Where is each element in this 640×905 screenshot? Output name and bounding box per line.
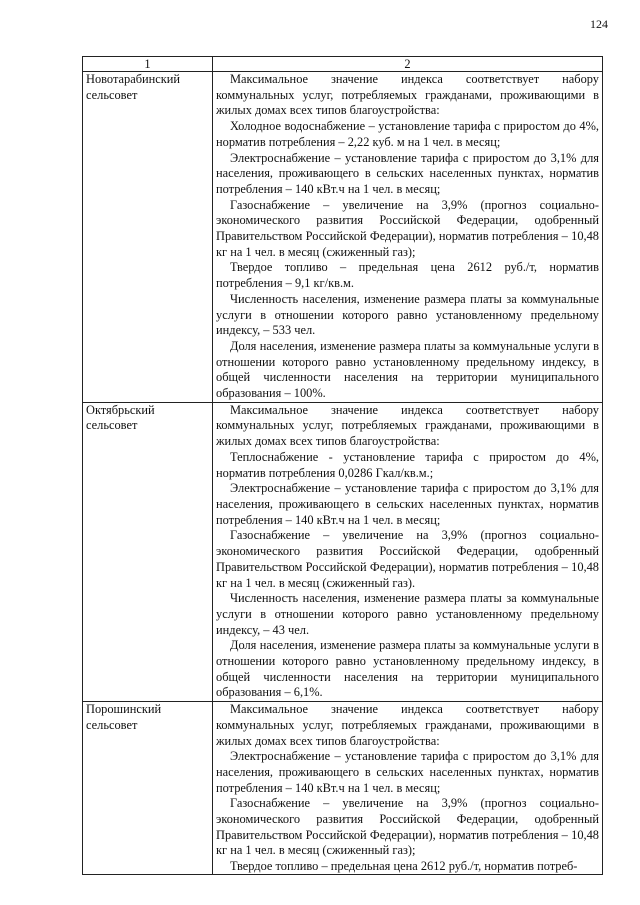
paragraph: Газоснабжение – увеличение на 3,9% (прогноз социально-экономического развития Российской Федерации, одобренный Правительством Российской Федерации), норматив потребления – 10,48 кг на 1 чел. в месяц (сжиженный газ). bbox=[216, 528, 599, 590]
document-table bbox=[82, 56, 603, 875]
paragraph: Электроснабжение – установление тарифа с приростом до 3,1% для населения, проживающего в сельских населенных пунктах, норматив потребления – 140 кВт.ч на 1 чел. в месяц; bbox=[216, 749, 599, 795]
municipality-description bbox=[213, 402, 603, 701]
page-number: 124 bbox=[590, 17, 608, 31]
table-row-oktyabrsky bbox=[83, 402, 603, 701]
municipality-name: Порошинский сельсовет bbox=[83, 702, 213, 875]
paragraph: Теплоснабжение - установление тарифа с приростом до 4%, норматив потребления 0,0286 Гкал/кв.м.; bbox=[216, 449, 599, 480]
paragraph: Максимальное значение индекса соответствует набору коммунальных услуг, потребляемых гражданами, проживающими в жилых домах всех типов благоустройства: bbox=[216, 72, 599, 118]
municipality-name: Октябрьский сельсовет bbox=[83, 402, 213, 701]
paragraph: Газоснабжение – увеличение на 3,9% (прогноз социально-экономического развития Российской Федерации, одобренный Правительством Российской Федерации), норматив потребления – 10,48 кг на 1 чел. в месяц (сжиженный газ); bbox=[216, 197, 599, 259]
paragraph: Максимальное значение индекса соответствует набору коммунальных услуг, потребляемых гражданами, проживающими в жилых домах всех типов благоустройства: bbox=[216, 702, 599, 748]
table-row-poroshinsky bbox=[83, 702, 603, 875]
table-header-row bbox=[83, 57, 603, 72]
municipality-description bbox=[213, 72, 603, 403]
paragraph: Численность населения, изменение размера платы за коммунальные услуги в отношении которого равно установленному предельному индексу, – 533 чел. bbox=[216, 291, 599, 338]
paragraph: Твердое топливо – предельная цена 2612 руб./т, норматив потребления – 9,1 кг/кв.м. bbox=[216, 260, 599, 291]
paragraph: Твердое топливо – предельная цена 2612 руб./т, норматив потреб- bbox=[230, 859, 578, 874]
paragraph: Холодное водоснабжение – установление тарифа с приростом до 4%, норматив потребления – 2,22 куб. м на 1 чел. в месяц; bbox=[216, 119, 599, 149]
paragraph: Доля населения, изменение размера платы за коммунальные услуги в отношении которого равно установленному предельному индексу, в общей численности населения на территории муниципального образования – 6,1%. bbox=[216, 638, 599, 700]
column-header-2: 2 bbox=[213, 57, 603, 72]
paragraph: Электроснабжение – установление тарифа с приростом до 3,1% для населения, проживающего в сельских населенных пунктах, норматив потребления – 140 кВт.ч на 1 чел. в месяц; bbox=[216, 481, 599, 527]
municipality-description bbox=[213, 702, 603, 875]
municipality-name: Новотарабинский сельсовет bbox=[83, 72, 213, 403]
paragraph: Доля населения, изменение размера платы за коммунальные услуги в отношении которого равно установленному предельному индексу, в общей численности населения на территории муниципального образования – 100%. bbox=[216, 338, 599, 401]
table-row-novotarabinsky bbox=[83, 72, 603, 403]
paragraph: Численность населения, изменение размера платы за коммунальные услуги в отношении которого равно установленному предельному индексу, – 43 чел. bbox=[216, 591, 599, 637]
paragraph: Газоснабжение – увеличение на 3,9% (прогноз социально-экономического развития Российской Федерации, одобренный Правительством Российской Федерации), норматив потребления – 10,48 кг на 1 чел. в месяц (сжиженный газ); bbox=[216, 796, 599, 858]
paragraph: Максимальное значение индекса соответствует набору коммунальных услуг, потребляемых гражданами, проживающими в жилых домах всех типов благоустройства: bbox=[216, 402, 599, 449]
column-header-1: 1 bbox=[83, 57, 213, 72]
paragraph: Электроснабжение – установление тарифа с приростом до 3,1% для населения, проживающего в сельских населенных пунктах, норматив потребления – 140 кВт.ч на 1 чел. в месяц; bbox=[216, 150, 599, 196]
